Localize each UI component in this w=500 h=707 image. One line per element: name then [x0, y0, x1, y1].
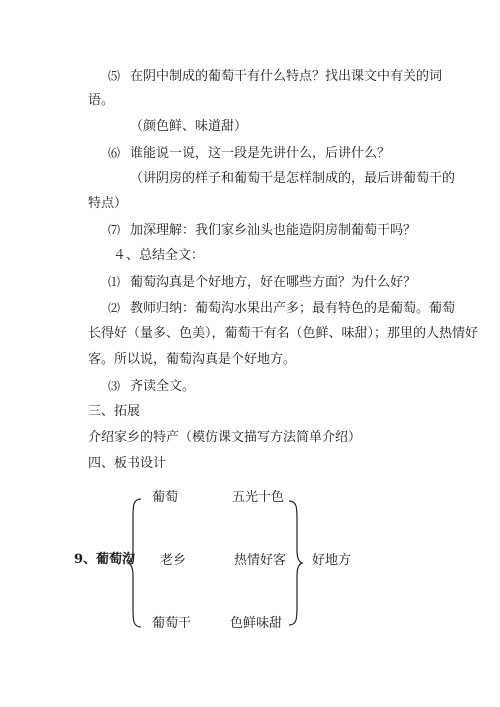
summary-item-1 [108, 274, 416, 291]
board-row-3-right: 色鲜味甜 [230, 616, 283, 631]
section-4-heading: 四、板书设计 [88, 456, 167, 471]
summary-item-3 [108, 378, 195, 395]
summary-item-2-text: 教师归纳：葡萄沟水果出产多；最有特色的是葡萄。葡萄 [130, 301, 456, 316]
section-3-heading: 三、拓展 [88, 404, 141, 419]
board-row-2-left: 老乡 [160, 553, 187, 568]
item-6-answer-line1: （讲阴房的样子和葡萄干是怎样制成的，最后讲葡萄干的 [130, 171, 456, 186]
item-6-text: 谁能说一说，这一段是先讲什么，后讲什么？ [130, 146, 391, 161]
summary-item-2-number: ⑵ [108, 301, 121, 315]
board-row-2-right: 热情好客 [234, 553, 287, 568]
item-5-continuation: 语。 [88, 93, 115, 108]
board-root: 9、葡萄沟 [74, 552, 136, 567]
right-brace-icon [288, 500, 302, 626]
item-6-question [108, 145, 390, 162]
item-5-text: 在阴中制成的葡萄干有什么特点？找出课文中有关的词 [130, 69, 443, 84]
summary-item-3-number: ⑶ [108, 379, 121, 393]
item-7-number: ⑺ [108, 223, 121, 237]
item-5-number: ⑸ [108, 69, 121, 83]
summary-item-2 [108, 300, 455, 317]
section-3-body: 介绍家乡的特产（模仿课文描写方法简单介绍） [88, 430, 362, 445]
summary-item-1-text: 葡萄沟真是个好地方，好在哪些方面？为什么好？ [130, 275, 417, 290]
board-conclusion: 好地方 [312, 553, 352, 568]
summary-item-3-text: 齐读全文。 [130, 379, 196, 394]
left-brace-icon [128, 498, 142, 628]
summary-item-2-line2: 长得好（量多、色美），葡萄干有名（色鲜、味甜）；那里的人热情好 [88, 326, 479, 341]
board-row-1-right: 五光十色 [232, 490, 285, 505]
board-row-3-left: 葡萄干 [152, 616, 192, 631]
item-5-answer: （颜色鲜、味道甜） [130, 119, 248, 134]
item-7-text: 加深理解：我们家乡汕头也能造阴房制葡萄干吗？ [130, 223, 417, 238]
item-5-question [108, 68, 442, 85]
item-6-answer-line2: 特点） [88, 196, 128, 211]
summary-item-2-line3: 客。所以说，葡萄沟真是个好地方。 [88, 352, 297, 367]
summary-heading: ４、总结全文： [113, 248, 205, 263]
board-row-1-left: 葡萄 [152, 490, 179, 505]
item-7-question [108, 222, 416, 239]
summary-item-1-number: ⑴ [108, 275, 121, 289]
item-6-number: ⑹ [108, 146, 121, 160]
